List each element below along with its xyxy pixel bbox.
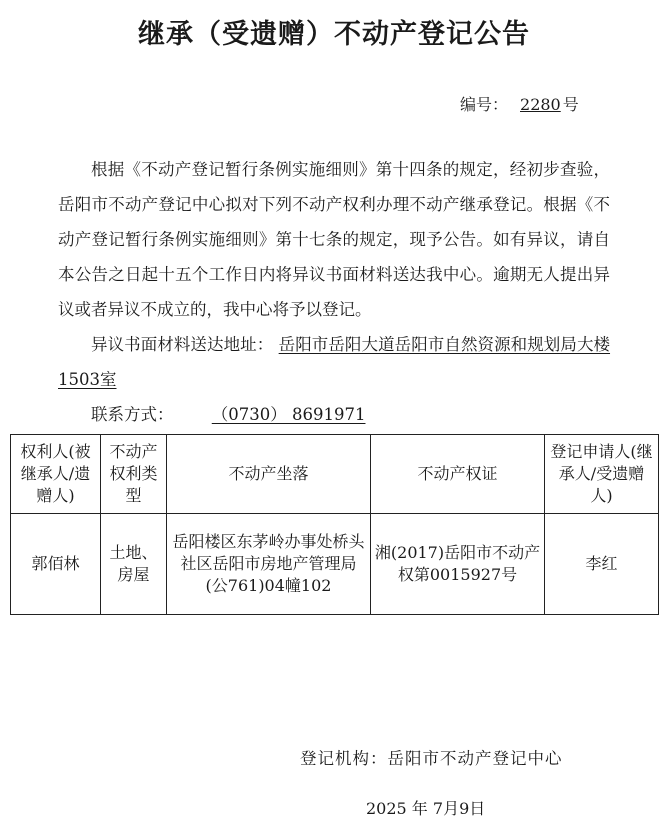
agency-label: 登记机构： [300,749,388,768]
header-holder: 权利人(被继承人/遗赠人) [11,435,101,514]
announcement-paragraph: 根据《不动产登记暂行条例实施细则》第十四条的规定，经初步查验，岳阳市不动产登记中心拟对下列不动产权利办理不动产继承登记。根据《不动产登记暂行条例实施细则》第十七条的规定，现予公告。如有异议，请自本公告之日起十五个工作日内将异议书面材料送达我中心。逾期无人提出异议或者异议不成立的，我中心将予以登记。 [58,160,610,319]
header-right-type: 不动产权利类型 [101,435,167,514]
table-header-row [11,435,659,514]
page-title: 继承（受遗赠）不动产登记公告 [138,19,530,50]
document-number [460,92,579,115]
table-row [11,514,659,615]
number-label: 编号： [460,95,509,114]
agency-value: 岳阳市不动产登记中心 [387,749,563,768]
cell-location: 岳阳楼区东茅岭办事处桥头社区岳阳市房地产管理局(公761)04幢102 [167,514,371,615]
cell-right-type: 土地、房屋 [101,514,167,615]
objection-address [58,327,610,397]
property-table [10,434,659,615]
number-value: 2280 [520,95,561,114]
header-applicant: 登记申请人(继承人/受遗赠人) [545,435,659,514]
announcement-body [58,152,610,432]
cell-applicant: 李红 [545,514,659,615]
header-location: 不动产坐落 [167,435,371,514]
cell-certificate: 湘(2017)岳阳市不动产权第0015927号 [371,514,545,615]
contact-value: （0730） 8691971 [211,405,366,424]
header-certificate: 不动产权证 [371,435,545,514]
contact-info [58,397,610,432]
objection-address-label: 异议书面材料送达地址： [91,335,274,354]
number-suffix: 号 [562,95,579,114]
contact-label: 联系方式： [91,405,174,424]
registration-agency [300,745,563,769]
cell-holder: 郭佰林 [11,514,101,615]
objection-address-value: 岳阳市岳阳大道岳阳市自然资源和规划局大楼1503室 [58,335,611,389]
announcement-date: 2025 年 7月9日 [366,799,486,818]
